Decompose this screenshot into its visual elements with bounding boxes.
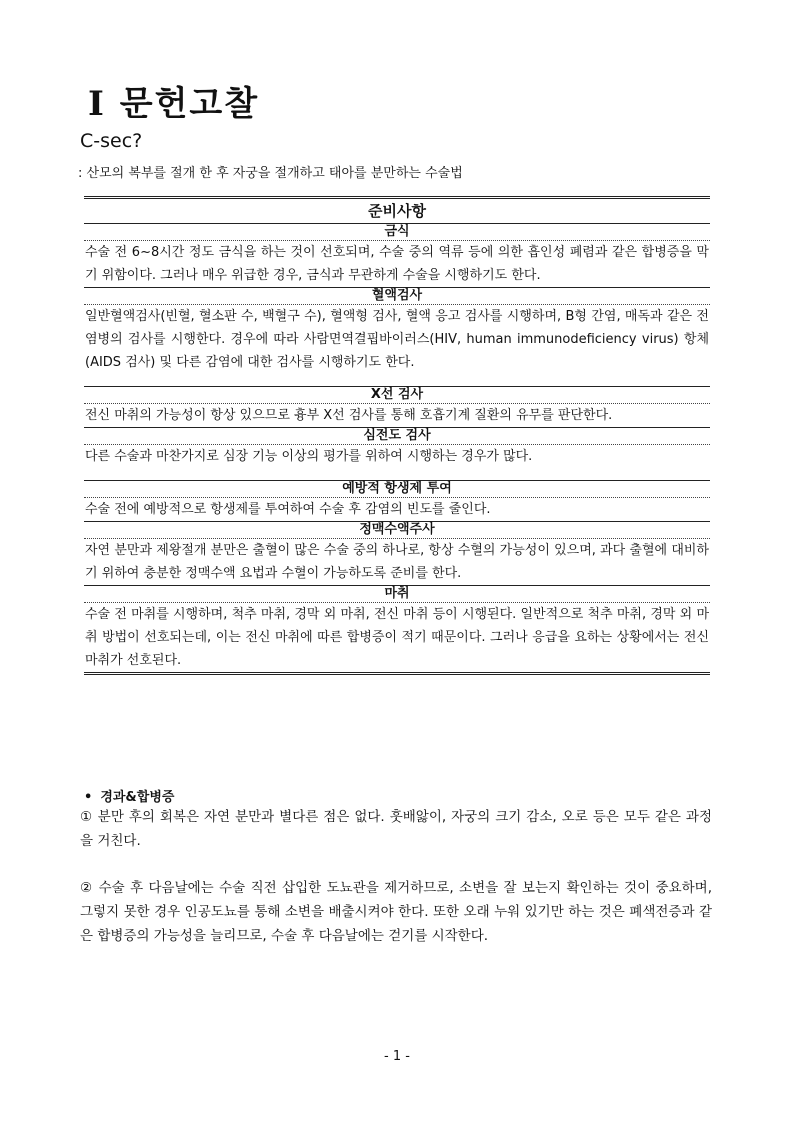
section-title-fasting: 금식 — [84, 224, 710, 241]
section-body-fasting: 수술 전 6~8시간 정도 금식을 하는 것이 선호되며, 수술 중의 역류 등에 의한 흡인성 폐렴과 같은 합병증을 막기 위함이다. 그러나 매우 위급한 경우, 금식과 무관하게 수술을 시행하기도 한다. — [84, 241, 710, 288]
section-title-blood-test: 혈액검사 — [84, 288, 710, 305]
section-title-anesthesia: 마취 — [84, 586, 710, 603]
preparation-table-heading: 준비사항 — [84, 199, 710, 224]
section-body-anesthesia: 수술 전 마취를 시행하며, 척추 마취, 경막 외 마취, 전신 마취 등이 시행된다. 일반적으로 척추 마취, 경막 외 마취 방법이 선호되는데, 이는 전신 마취에 따른 합병증이 적기 때문이다. 그러나 응급을 요하는 상황에서는 전신 마취가 선호된다. — [85, 607, 709, 668]
page-number: - 1 - — [384, 1049, 410, 1064]
section-title-ecg: 심전도 검사 — [84, 428, 710, 445]
section-body-antibiotics: 수술 전에 예방적으로 항생제를 투여하여 수술 후 감염의 빈도를 줄인다. — [84, 498, 710, 522]
section-title-xray: X선 검사 — [84, 387, 710, 404]
definition-text: : 산모의 복부를 절개 한 후 자궁을 절개하고 태아를 분만하는 수술법 — [78, 166, 463, 181]
section-title-iv-fluids: 정맥수액주사 — [84, 522, 710, 539]
section-body-ecg: 다른 수술과 마찬가지로 심장 기능 이상의 평가를 위하여 시행하는 경우가 많다. — [84, 445, 710, 481]
paragraph-catheter: ② 수술 후 다음날에는 수술 직전 삽입한 도뇨관을 제거하므로, 소변을 잘 보는지 확인하는 것이 중요하며, 그렇지 못한 경우 인공도뇨를 통해 소변을 배출시켜야 한다. 또한 오래 누워 있기만 하는 것은 폐색전증과 같은 합병증의 가능성을 늘리므로, 수술 후 다음날에는 걷기를 시작한다. — [80, 880, 712, 944]
bullet-icon: • — [84, 790, 93, 805]
preparation-table — [84, 196, 710, 675]
course-complications-heading — [84, 786, 174, 805]
section-subtitle: C-sec? — [80, 130, 143, 152]
paragraph-recovery: ① 분만 후의 회복은 자연 분만과 별다른 점은 없다. 훗배앓이, 자궁의 크기 감소, 오로 등은 모두 같은 과정을 거친다. — [80, 809, 712, 849]
page-title: Ⅰ 문헌고찰 — [88, 84, 260, 124]
section-body-blood-test: 일반혈액검사(빈혈, 혈소판 수, 백혈구 수), 혈액형 검사, 혈액 응고 검사를 시행하며, B형 간염, 매독과 같은 전염병의 검사를 시행한다. 경우에 따라 사람면역결핍바이러스(HIV, human immunodeficiency virus) 항체(AIDS 검사) 및 다른 감염에 대한 검사를 시행하기도 한다. — [84, 305, 710, 387]
section-title-antibiotics: 예방적 항생제 투여 — [84, 481, 710, 498]
course-heading-label: 경과&합병증 — [100, 790, 175, 805]
section-body-xray: 전신 마취의 가능성이 항상 있으므로 흉부 X선 검사를 통해 호흡기계 질환의 유무를 판단한다. — [84, 404, 710, 428]
section-body-iv-fluids: 자연 분만과 제왕절개 분만은 출혈이 많은 수술 중의 하나로, 항상 수혈의 가능성이 있으며, 과다 출혈에 대비하기 위하여 충분한 정맥수액 요법과 수혈이 가능하도록 준비를 한다. — [84, 539, 710, 586]
